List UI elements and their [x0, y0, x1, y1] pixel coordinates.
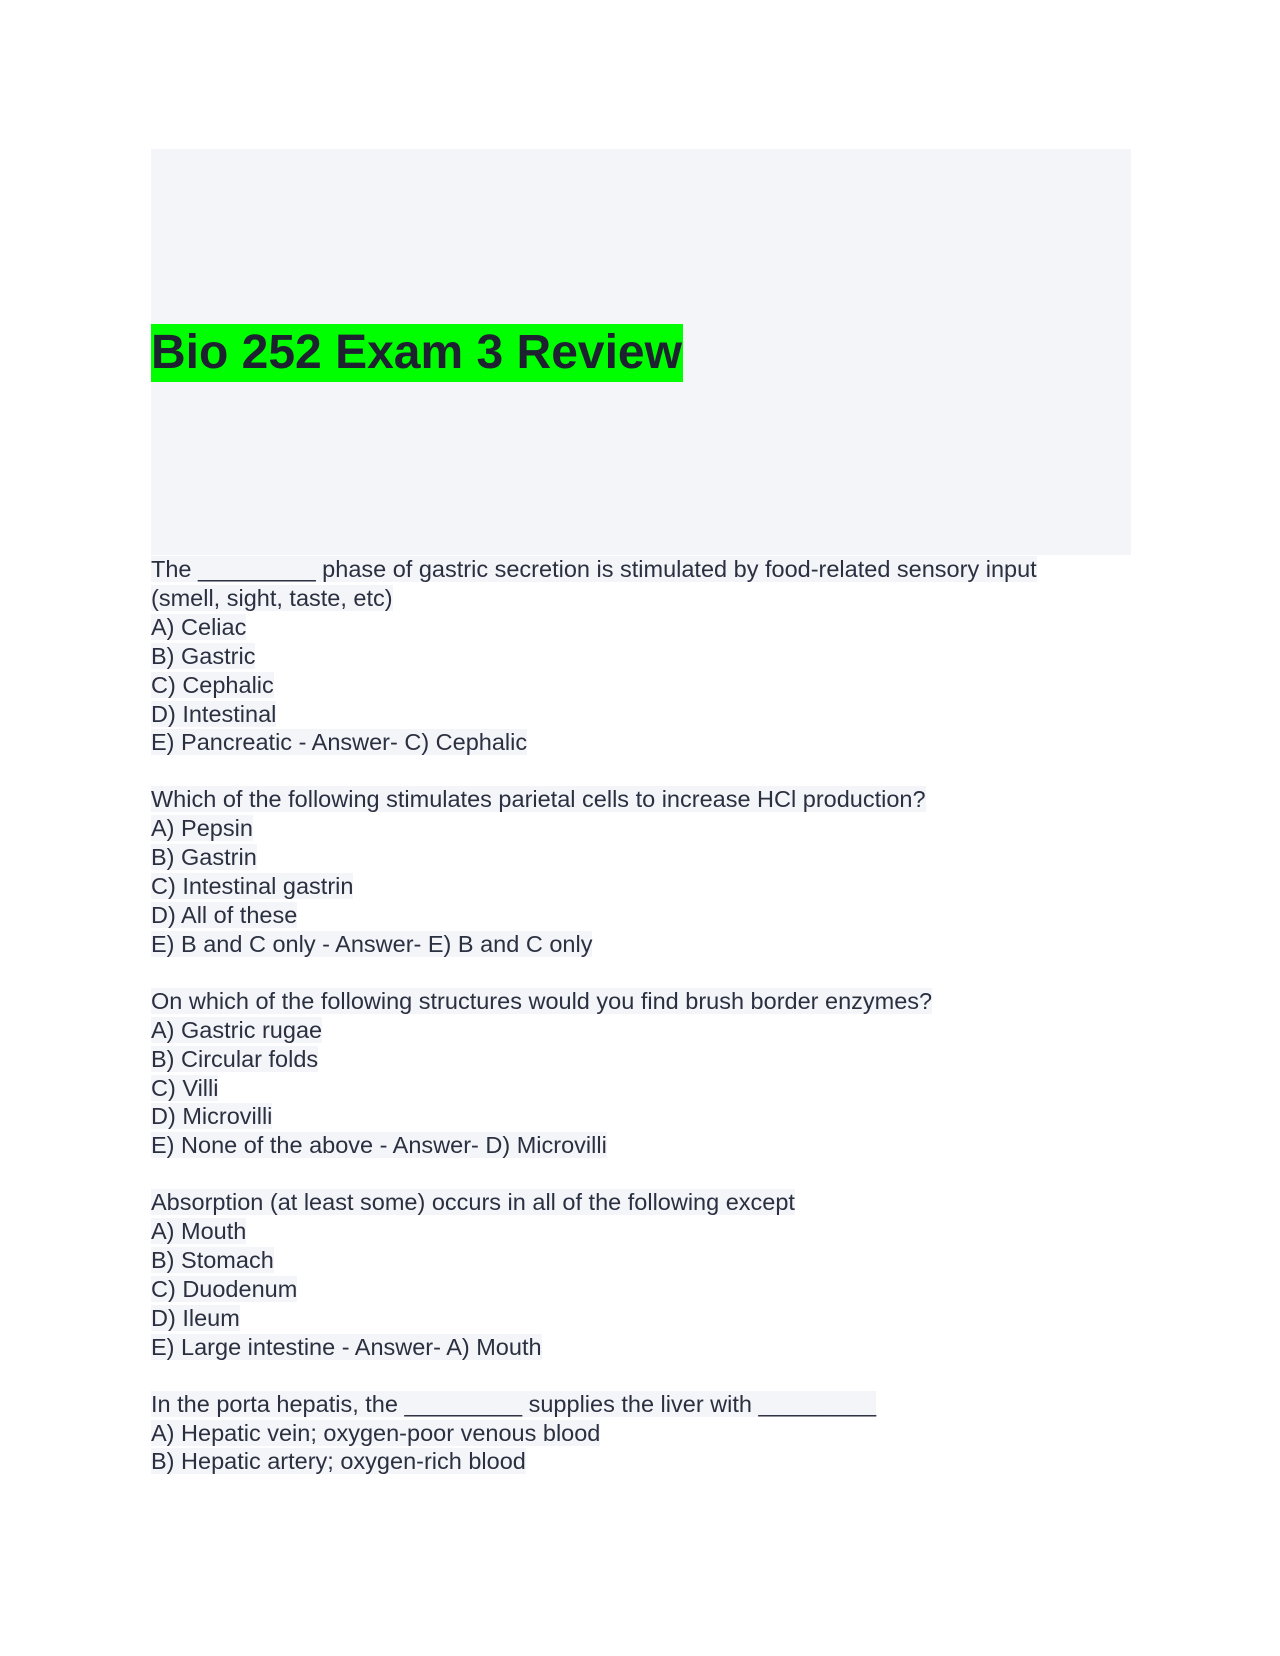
question-text: Which of the following stimulates parietal cells to increase HCl production? — [151, 786, 926, 813]
option-d: D) Microvilli — [151, 1103, 273, 1130]
option-a: A) Mouth — [151, 1218, 247, 1245]
option-b: B) Hepatic artery; oxygen-rich blood — [151, 1448, 526, 1475]
option-c: C) Cephalic — [151, 671, 274, 698]
option-a: A) Hepatic vein; oxygen-poor venous blood — [151, 1419, 601, 1446]
option-b: B) Gastrin — [151, 844, 257, 871]
option-b: B) Stomach — [151, 1247, 274, 1274]
option-d: D) Ileum — [151, 1304, 240, 1331]
document-title: Bio 252 Exam 3 Review — [151, 324, 683, 382]
option-a: A) Gastric rugae — [151, 1016, 323, 1043]
question-text: Absorption (at least some) occurs in all of the following except — [151, 1189, 795, 1216]
option-a: A) Celiac — [151, 613, 247, 640]
option-d: D) All of these — [151, 901, 298, 928]
option-e-with-answer: E) Large intestine - Answer- A) Mouth — [151, 1333, 542, 1360]
option-d: D) Intestinal — [151, 700, 277, 727]
option-e-with-answer: E) B and C only - Answer- E) B and C only — [151, 930, 593, 957]
option-b: B) Circular folds — [151, 1045, 319, 1072]
option-a: A) Pepsin — [151, 815, 253, 842]
question-4 — [151, 1188, 1131, 1361]
document-page — [151, 149, 1131, 1504]
question-list — [151, 555, 1131, 1476]
title-block — [151, 149, 1131, 555]
question-3 — [151, 987, 1131, 1160]
option-e-with-answer: E) Pancreatic - Answer- C) Cephalic — [151, 729, 528, 756]
question-text: On which of the following structures would you find brush border enzymes? — [151, 987, 933, 1014]
option-e-with-answer: E) None of the above - Answer- D) Microvilli — [151, 1132, 607, 1159]
question-text: The _________ phase of gastric secretion is stimulated by food-related sensory input — [151, 556, 1037, 582]
question-5 — [151, 1390, 1131, 1477]
question-text: In the porta hepatis, the _________ supplies the liver with _________ — [151, 1390, 877, 1417]
option-b: B) Gastric — [151, 642, 256, 669]
option-c: C) Duodenum — [151, 1275, 298, 1302]
option-c: C) Villi — [151, 1074, 219, 1101]
question-2 — [151, 785, 1131, 958]
question-text-continued: (smell, sight, taste, etc) — [151, 584, 393, 611]
question-1 — [151, 555, 1131, 757]
option-c: C) Intestinal gastrin — [151, 873, 354, 900]
